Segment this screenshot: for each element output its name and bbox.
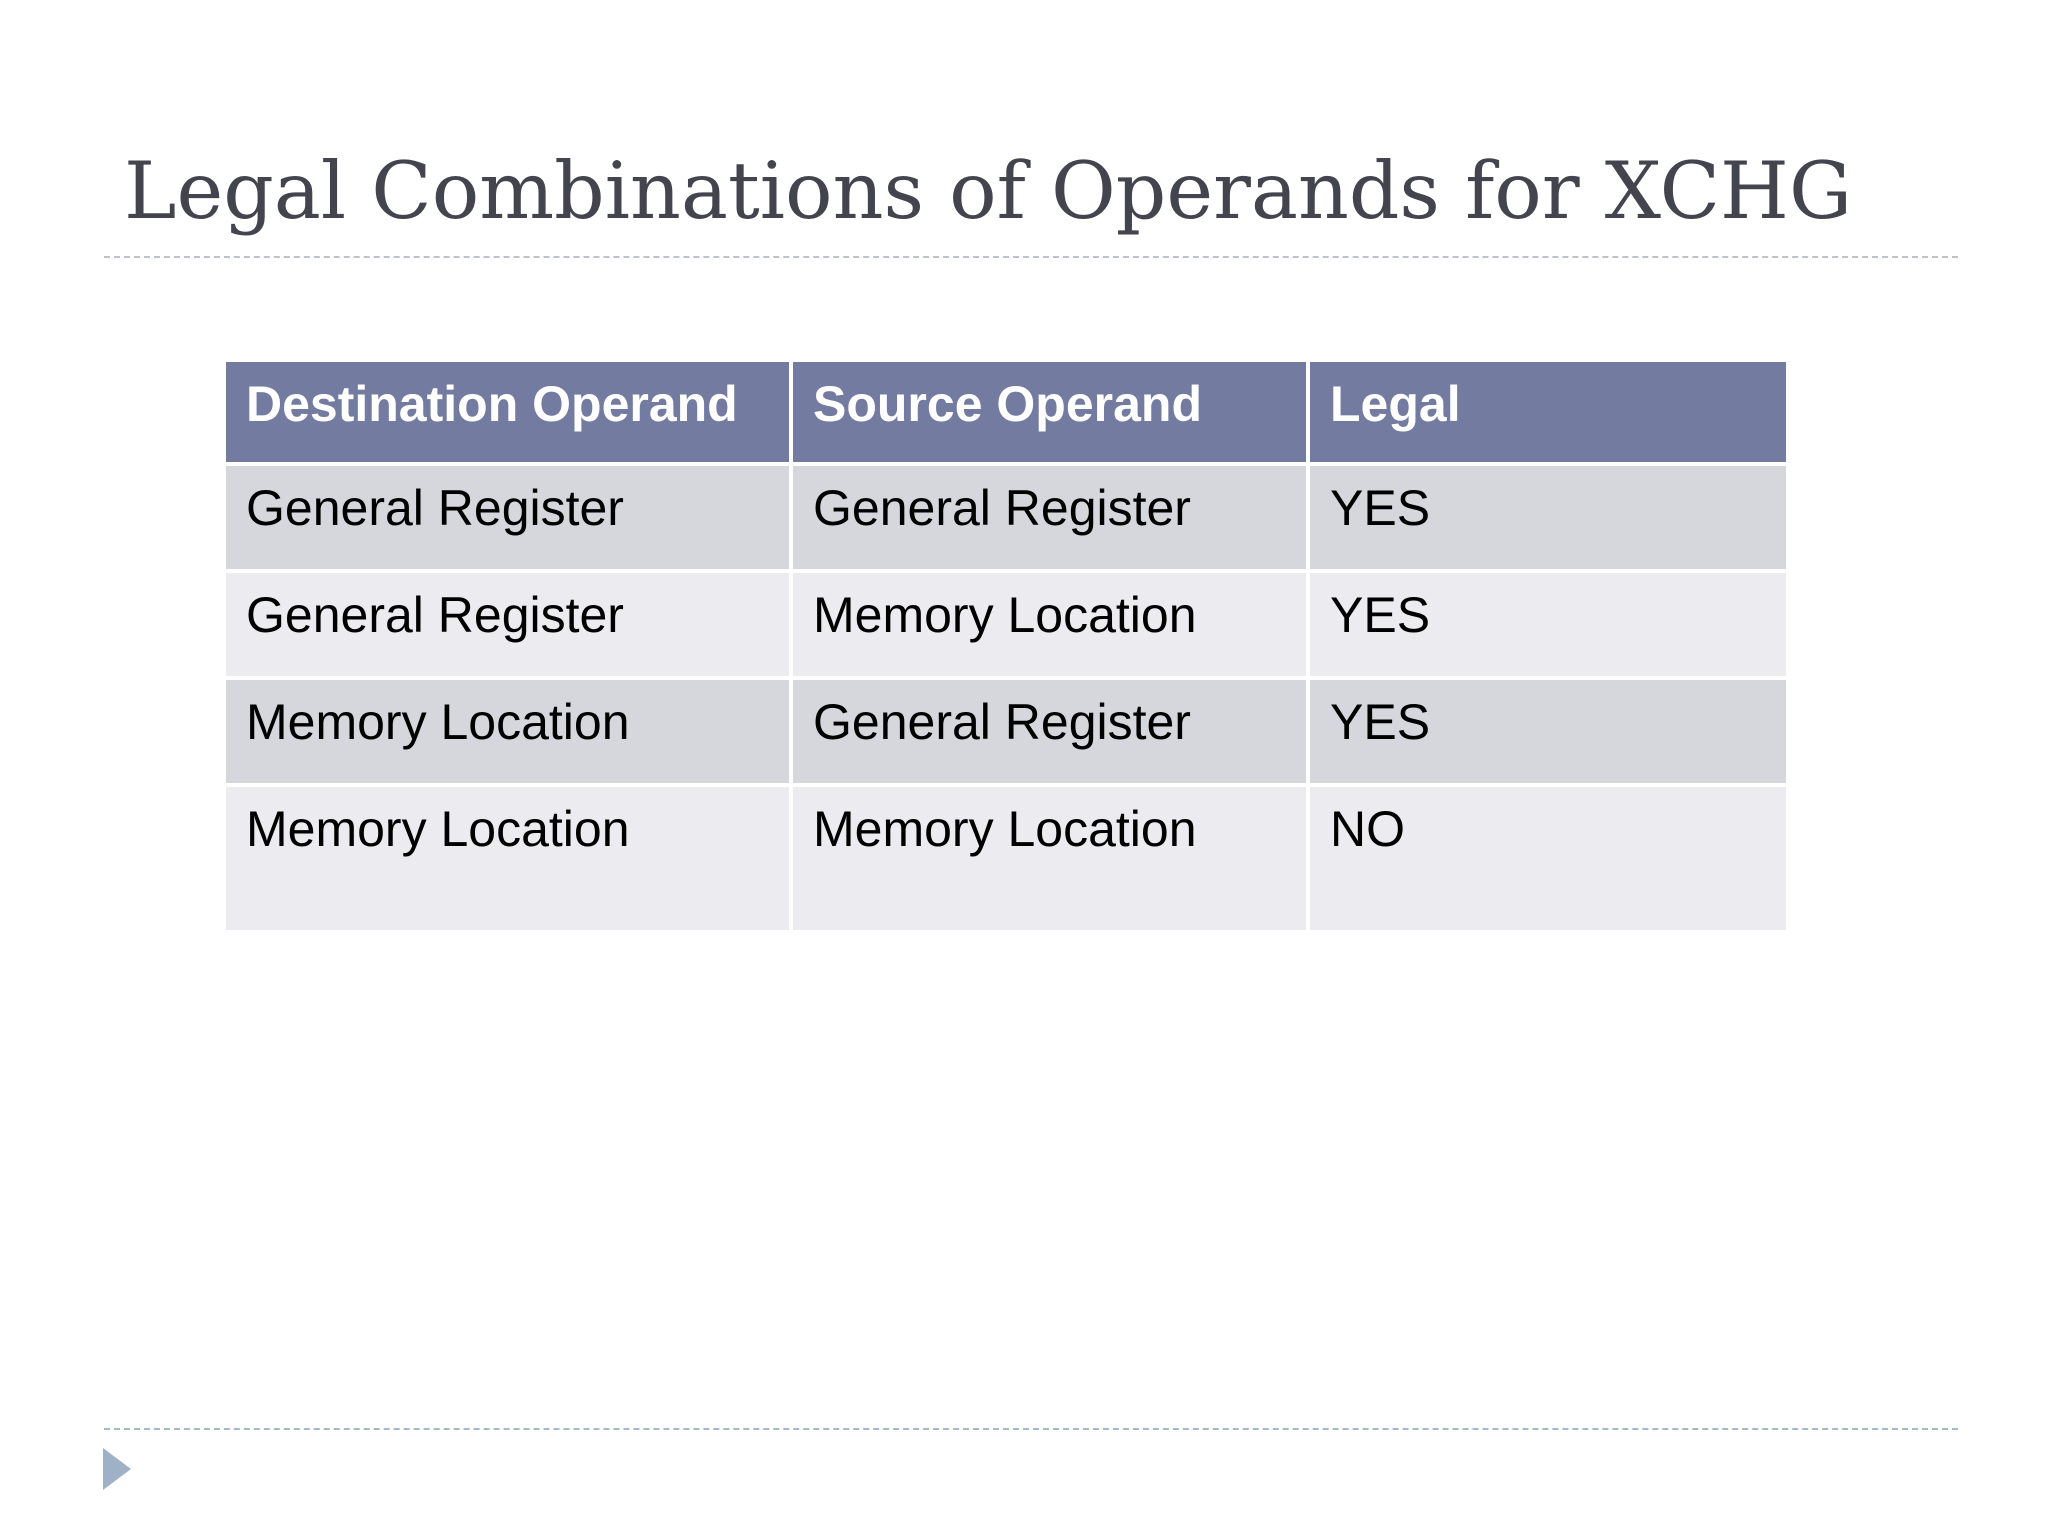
- cell-legal: YES: [1308, 571, 1788, 678]
- cell-source: Memory Location: [791, 571, 1308, 678]
- header-legal: Legal: [1308, 360, 1788, 464]
- table-row: [224, 785, 1788, 932]
- slide-title: Legal Combinations of Operands for XCHG: [124, 145, 1853, 237]
- operand-combinations-table: [222, 358, 1790, 934]
- triangle-bullet-icon: [103, 1448, 131, 1490]
- table-row: [224, 464, 1788, 571]
- title-divider: [104, 256, 1958, 258]
- table-row: [224, 678, 1788, 785]
- cell-source: Memory Location: [791, 785, 1308, 932]
- cell-destination: Memory Location: [224, 678, 791, 785]
- cell-legal: YES: [1308, 464, 1788, 571]
- cell-destination: Memory Location: [224, 785, 791, 932]
- cell-legal: YES: [1308, 678, 1788, 785]
- cell-legal: NO: [1308, 785, 1788, 932]
- cell-destination: General Register: [224, 571, 791, 678]
- table-row: [224, 571, 1788, 678]
- header-source-operand: Source Operand: [791, 360, 1308, 464]
- cell-source: General Register: [791, 678, 1308, 785]
- header-destination-operand: Destination Operand: [224, 360, 791, 464]
- table-header-row: [224, 360, 1788, 464]
- footer-divider: [104, 1428, 1958, 1430]
- cell-source: General Register: [791, 464, 1308, 571]
- cell-destination: General Register: [224, 464, 791, 571]
